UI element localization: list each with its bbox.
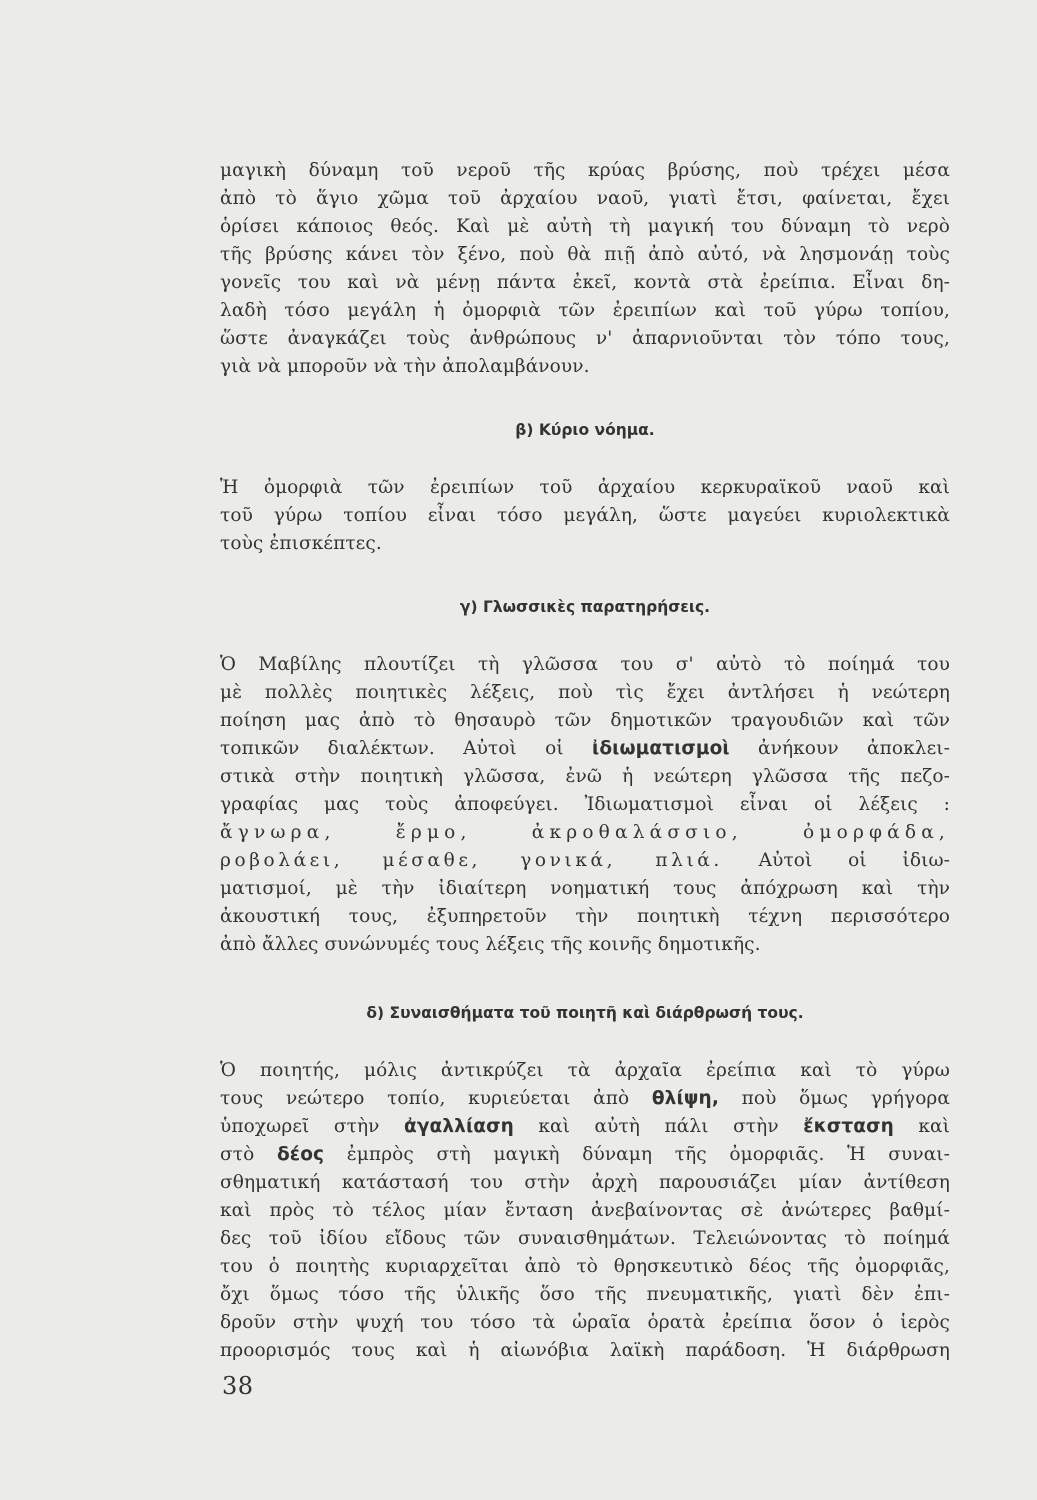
spaced-word-list: ἄγνωρα, ἔρμο, ἀκροθαλάσσιο, ὀμορφάδα, [220, 822, 950, 843]
section-heading-main-idea: β) Κύριο νόημα. [515, 421, 655, 439]
bold-term: θλίψη, [651, 1088, 719, 1109]
text-line: μὲ πολλὲς ποιητικὲς λέξεις, ποὺ τὶς ἔχει ἀντλήσει ἡ νεώτερη [220, 682, 950, 703]
text-line: γονεῖς του καὶ νὰ μένῃ πάντα ἐκεῖ, κοντὰ στὰ ἐρείπια. Εἶναι δη- [220, 272, 950, 293]
bold-term: ἰδιωματισμοὶ [592, 738, 730, 759]
text-span: ποὺ ὅμως γρήγορα [718, 1088, 951, 1109]
text-line [220, 1141, 950, 1169]
text-line: Ὁ Μαβίλης πλουτίζει τὴ γλῶσσα του σ' αὐτὸ τὸ ποίημά του [220, 654, 950, 675]
spaced-word-list: ροβολάει, μέσαθε, γονικά, πλιά. [220, 850, 723, 871]
bold-term: ἔκσταση [803, 1116, 894, 1137]
text-span: στὸ [220, 1144, 277, 1165]
paragraph-2 [220, 474, 950, 558]
text-line: ποίηση μας ἀπὸ τὸ θησαυρὸ τῶν δημοτικῶν τραγουδιῶν καὶ τῶν [220, 710, 950, 731]
text-span: ὑποχωρεῖ στὴν [220, 1116, 405, 1137]
text-line: ὄχι ὅμως τόσο τῆς ὑλικῆς ὅσο τῆς πνευματικῆς, γιατὶ δὲν ἐπι- [220, 1284, 950, 1305]
text-line: προορισμός τους καὶ ἡ αἰωνόβια λαϊκὴ παράδοση. Ἡ διάρθρωση [220, 1340, 950, 1361]
text-line: ἀπὸ ἄλλες συνώνυμές τους λέξεις τῆς κοινῆς δημοτικῆς. [220, 934, 761, 955]
text-span: Αὐτοὶ οἱ ἰδιω- [722, 850, 950, 871]
text-span: τοπικῶν διαλέκτων. Αὐτοὶ οἱ [220, 738, 593, 759]
text-line: σθηματική κατάστασή του στὴν ἀρχὴ παρουσιάζει μίαν ἀντίθεση [220, 1172, 950, 1193]
text-line: μαγικὴ δύναμη τοῦ νεροῦ τῆς κρύας βρύσης, ποὺ τρέχει μέσα [220, 160, 950, 181]
text-line [220, 735, 950, 763]
text-line: ἀπὸ τὸ ἅγιο χῶμα τοῦ ἀρχαίου ναοῦ, γιατὶ ἔτσι, φαίνεται, ἔχει [220, 188, 950, 209]
text-line [220, 847, 950, 875]
text-line: Ὁ ποιητής, μόλις ἀντικρύζει τὰ ἀρχαῖα ἐρείπια καὶ τὸ γύρω [220, 1060, 950, 1081]
text-column [220, 157, 950, 1365]
text-line: τοῦ γύρω τοπίου εἶναι τόσο μεγάλη, ὥστε μαγεύει κυριολεκτικὰ [220, 505, 950, 526]
text-line: ματισμοί, μὲ τὴν ἰδιαίτερη νοηματική τους ἀπόχρωση καὶ τὴν [220, 878, 950, 899]
text-span: καὶ [893, 1116, 950, 1137]
text-line: γραφίας μας τοὺς ἀποφεύγει. Ἰδιωματισμοὶ εἶναι οἱ λέξεις : [220, 794, 950, 815]
page-number: 38 [222, 1372, 254, 1400]
text-line: καὶ πρὸς τὸ τέλος μίαν ἔνταση ἀνεβαίνοντας σὲ ἀνώτερες βαθμί- [220, 1200, 950, 1221]
text-span: ἀνήκουν ἀποκλει- [729, 738, 950, 759]
paragraph-4 [220, 1057, 950, 1365]
text-line [220, 1113, 950, 1141]
text-line: τοὺς ἐπισκέπτες. [220, 533, 382, 554]
text-line: στικὰ στὴν ποιητικὴ γλῶσσα, ἐνῶ ἡ νεώτερη γλῶσσα τῆς πεζο- [220, 766, 950, 787]
section-heading-emotions: δ) Συναισθήματα τοῦ ποιητῆ καὶ διάρθρωσή τους. [366, 1004, 804, 1022]
text-span: τους νεώτερο τοπίο, κυριεύεται ἀπὸ [220, 1088, 652, 1109]
text-line: τῆς βρύσης κάνει τὸν ξένο, ποὺ θὰ πιῇ ἀπὸ αὐτό, νὰ λησμονάῃ τοὺς [220, 244, 950, 265]
bold-term: δέος [277, 1144, 325, 1165]
paragraph-1 [220, 157, 950, 381]
text-line [220, 1085, 950, 1113]
text-line: Ἡ ὀμορφιὰ τῶν ἐρειπίων τοῦ ἀρχαίου κερκυραϊκοῦ ναοῦ καὶ [220, 477, 950, 498]
paragraph-3 [220, 651, 950, 959]
section-heading-language-notes: γ) Γλωσσικὲς παρατηρήσεις. [459, 598, 711, 616]
text-line: δροῦν στὴν ψυχή του τόσο τὰ ὡραῖα ὁρατὰ ἐρείπια ὅσον ὁ ἱερὸς [220, 1312, 950, 1333]
text-line: ὁρίσει κάποιος θεός. Καὶ μὲ αὐτὴ τὴ μαγική του δύναμη τὸ νερὸ [220, 216, 950, 237]
text-line: δες τοῦ ἰδίου εἴδους τῶν συναισθημάτων. Τελειώνοντας τὸ ποίημά [220, 1228, 950, 1249]
text-line: ἀκουστική τους, ἐξυπηρετοῦν τὴν ποιητικὴ τέχνη περισσότερο [220, 906, 950, 927]
text-line: λαδὴ τόσο μεγάλη ἡ ὀμορφιὰ τῶν ἐρειπίων καὶ τοῦ γύρω τοπίου, [220, 300, 950, 321]
text-line: ὥστε ἀναγκάζει τοὺς ἀνθρώπους ν' ἀπαρνιοῦνται τὸν τόπο τους, [220, 328, 950, 349]
text-line: γιὰ νὰ μποροῦν νὰ τὴν ἀπολαμβάνουν. [220, 356, 590, 377]
bold-term: ἀγαλλίαση [404, 1116, 514, 1137]
text-span: ἐμπρὸς στὴ μαγικὴ δύναμη τῆς ὀμορφιᾶς. Ἡ συναι- [324, 1144, 950, 1165]
text-span: καὶ αὐτὴ πάλι στὴν [513, 1116, 804, 1137]
text-line: του ὁ ποιητὴς κυριαρχεῖται ἀπὸ τὸ θρησκευτικὸ δέος τῆς ὀμορφιᾶς, [220, 1256, 950, 1277]
